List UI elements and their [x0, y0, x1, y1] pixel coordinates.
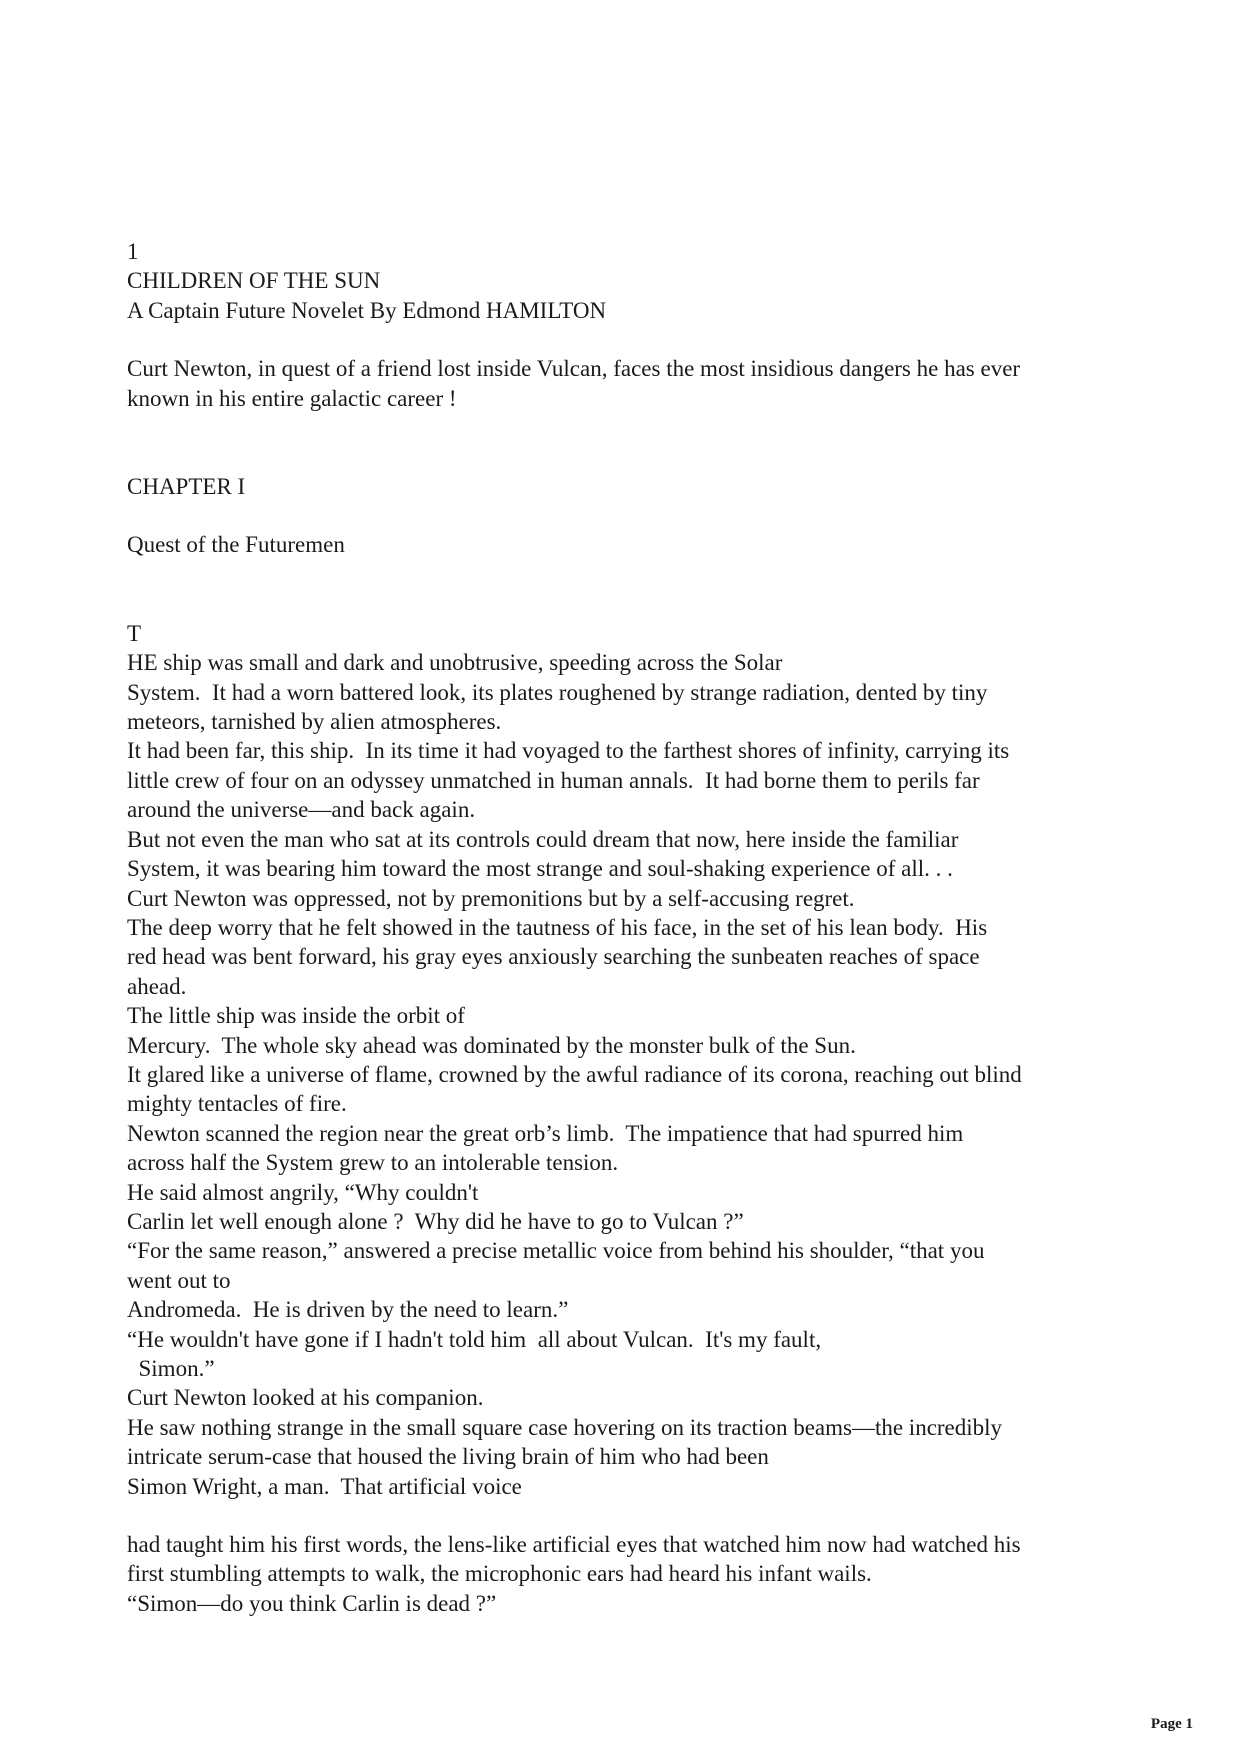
page-number: Page 1 [1150, 1716, 1193, 1732]
body-line: around the universe—and back again. [127, 797, 476, 823]
body-line: He saw nothing strange in the small square case hovering on its traction beams—the incredibly [127, 1414, 1003, 1440]
body-line: “Simon—do you think Carlin is dead ?” [127, 1590, 497, 1616]
body-line: Carlin let well enough alone ? Why did he have to go to Vulcan ?” [127, 1208, 744, 1234]
body-line: It had been far, this ship. In its time it had voyaged to the farthest shores of infinity, carrying its [127, 738, 1010, 764]
body-line: It glared like a universe of flame, crowned by the awful radiance of its corona, reaching out blind [127, 1061, 1022, 1087]
body-line: red head was bent forward, his gray eyes anxiously searching the sunbeaten reaches of space [127, 944, 980, 970]
body-text [127, 648, 1137, 1501]
body-line: Simon Wright, a man. That artificial voice [127, 1473, 522, 1499]
body-line: He said almost angrily, “Why couldn't [127, 1179, 479, 1205]
body-line: Curt Newton looked at his companion. [127, 1385, 484, 1411]
body-line: “For the same reason,” answered a precise metallic voice from behind his shoulder, “that you [127, 1238, 985, 1264]
byline: A Captain Future Novelet By Edmond HAMILTON [127, 297, 607, 323]
body-line: System, it was bearing him toward the most strange and soul-shaking experience of all. . . [127, 856, 953, 882]
body-line: meteors, tarnished by alien atmospheres. [127, 709, 502, 735]
body-line: HE ship was small and dark and unobtrusive, speeding across the Solar [127, 650, 783, 676]
body-line: went out to [127, 1267, 231, 1293]
chapter-label: CHAPTER I [127, 474, 246, 500]
body-line: ahead. [127, 973, 187, 999]
body-line: The little ship was inside the orbit of [127, 1003, 465, 1029]
intro-line: Curt Newton, in quest of a friend lost inside Vulcan, faces the most insidious dangers he has ever [127, 356, 1021, 382]
story-title: CHILDREN OF THE SUN [127, 268, 381, 294]
intro-paragraph [127, 354, 1137, 413]
body-line: System. It had a worn battered look, its plates roughened by strange radiation, dented by tiny [127, 679, 988, 705]
body-line: Simon.” [127, 1356, 215, 1381]
body-line: The deep worry that he felt showed in the tautness of his face, in the set of his lean body. His [127, 914, 988, 940]
chapter-title: Quest of the Futuremen [127, 532, 345, 558]
body-line: intricate serum-case that housed the living brain of him who had been [127, 1444, 769, 1470]
intro-line: known in his entire galactic career ! [127, 385, 457, 411]
body-line: Andromeda. He is driven by the need to learn.” [127, 1297, 569, 1323]
body-line: Curt Newton was oppressed, not by premonitions but by a self-accusing regret. [127, 885, 855, 911]
body-line: Mercury. The whole sky ahead was dominated by the monster bulk of the Sun. [127, 1032, 856, 1058]
body-line: mighty tentacles of fire. [127, 1091, 347, 1117]
body-line: across half the System grew to an intolerable tension. [127, 1150, 619, 1176]
body-line: had taught him his first words, the lens-like artificial eyes that watched him now had watched his [127, 1532, 1021, 1558]
body-line: little crew of four on an odyssey unmatched in human annals. It had borne them to perils far [127, 767, 980, 793]
page-content [127, 237, 1137, 1618]
body-line: “He wouldn't have gone if I hadn't told him all about Vulcan. It's my fault, [127, 1326, 822, 1352]
dropcap-letter: T [127, 620, 142, 646]
body-line: But not even the man who sat at its controls could dream that now, here inside the familiar [127, 826, 959, 852]
story-number: 1 [127, 239, 139, 264]
body-line: Newton scanned the region near the great orb’s limb. The impatience that had spurred him [127, 1120, 964, 1146]
body-line: first stumbling attempts to walk, the microphonic ears had heard his infant wails. [127, 1561, 872, 1587]
body-text-continued [127, 1530, 1137, 1618]
